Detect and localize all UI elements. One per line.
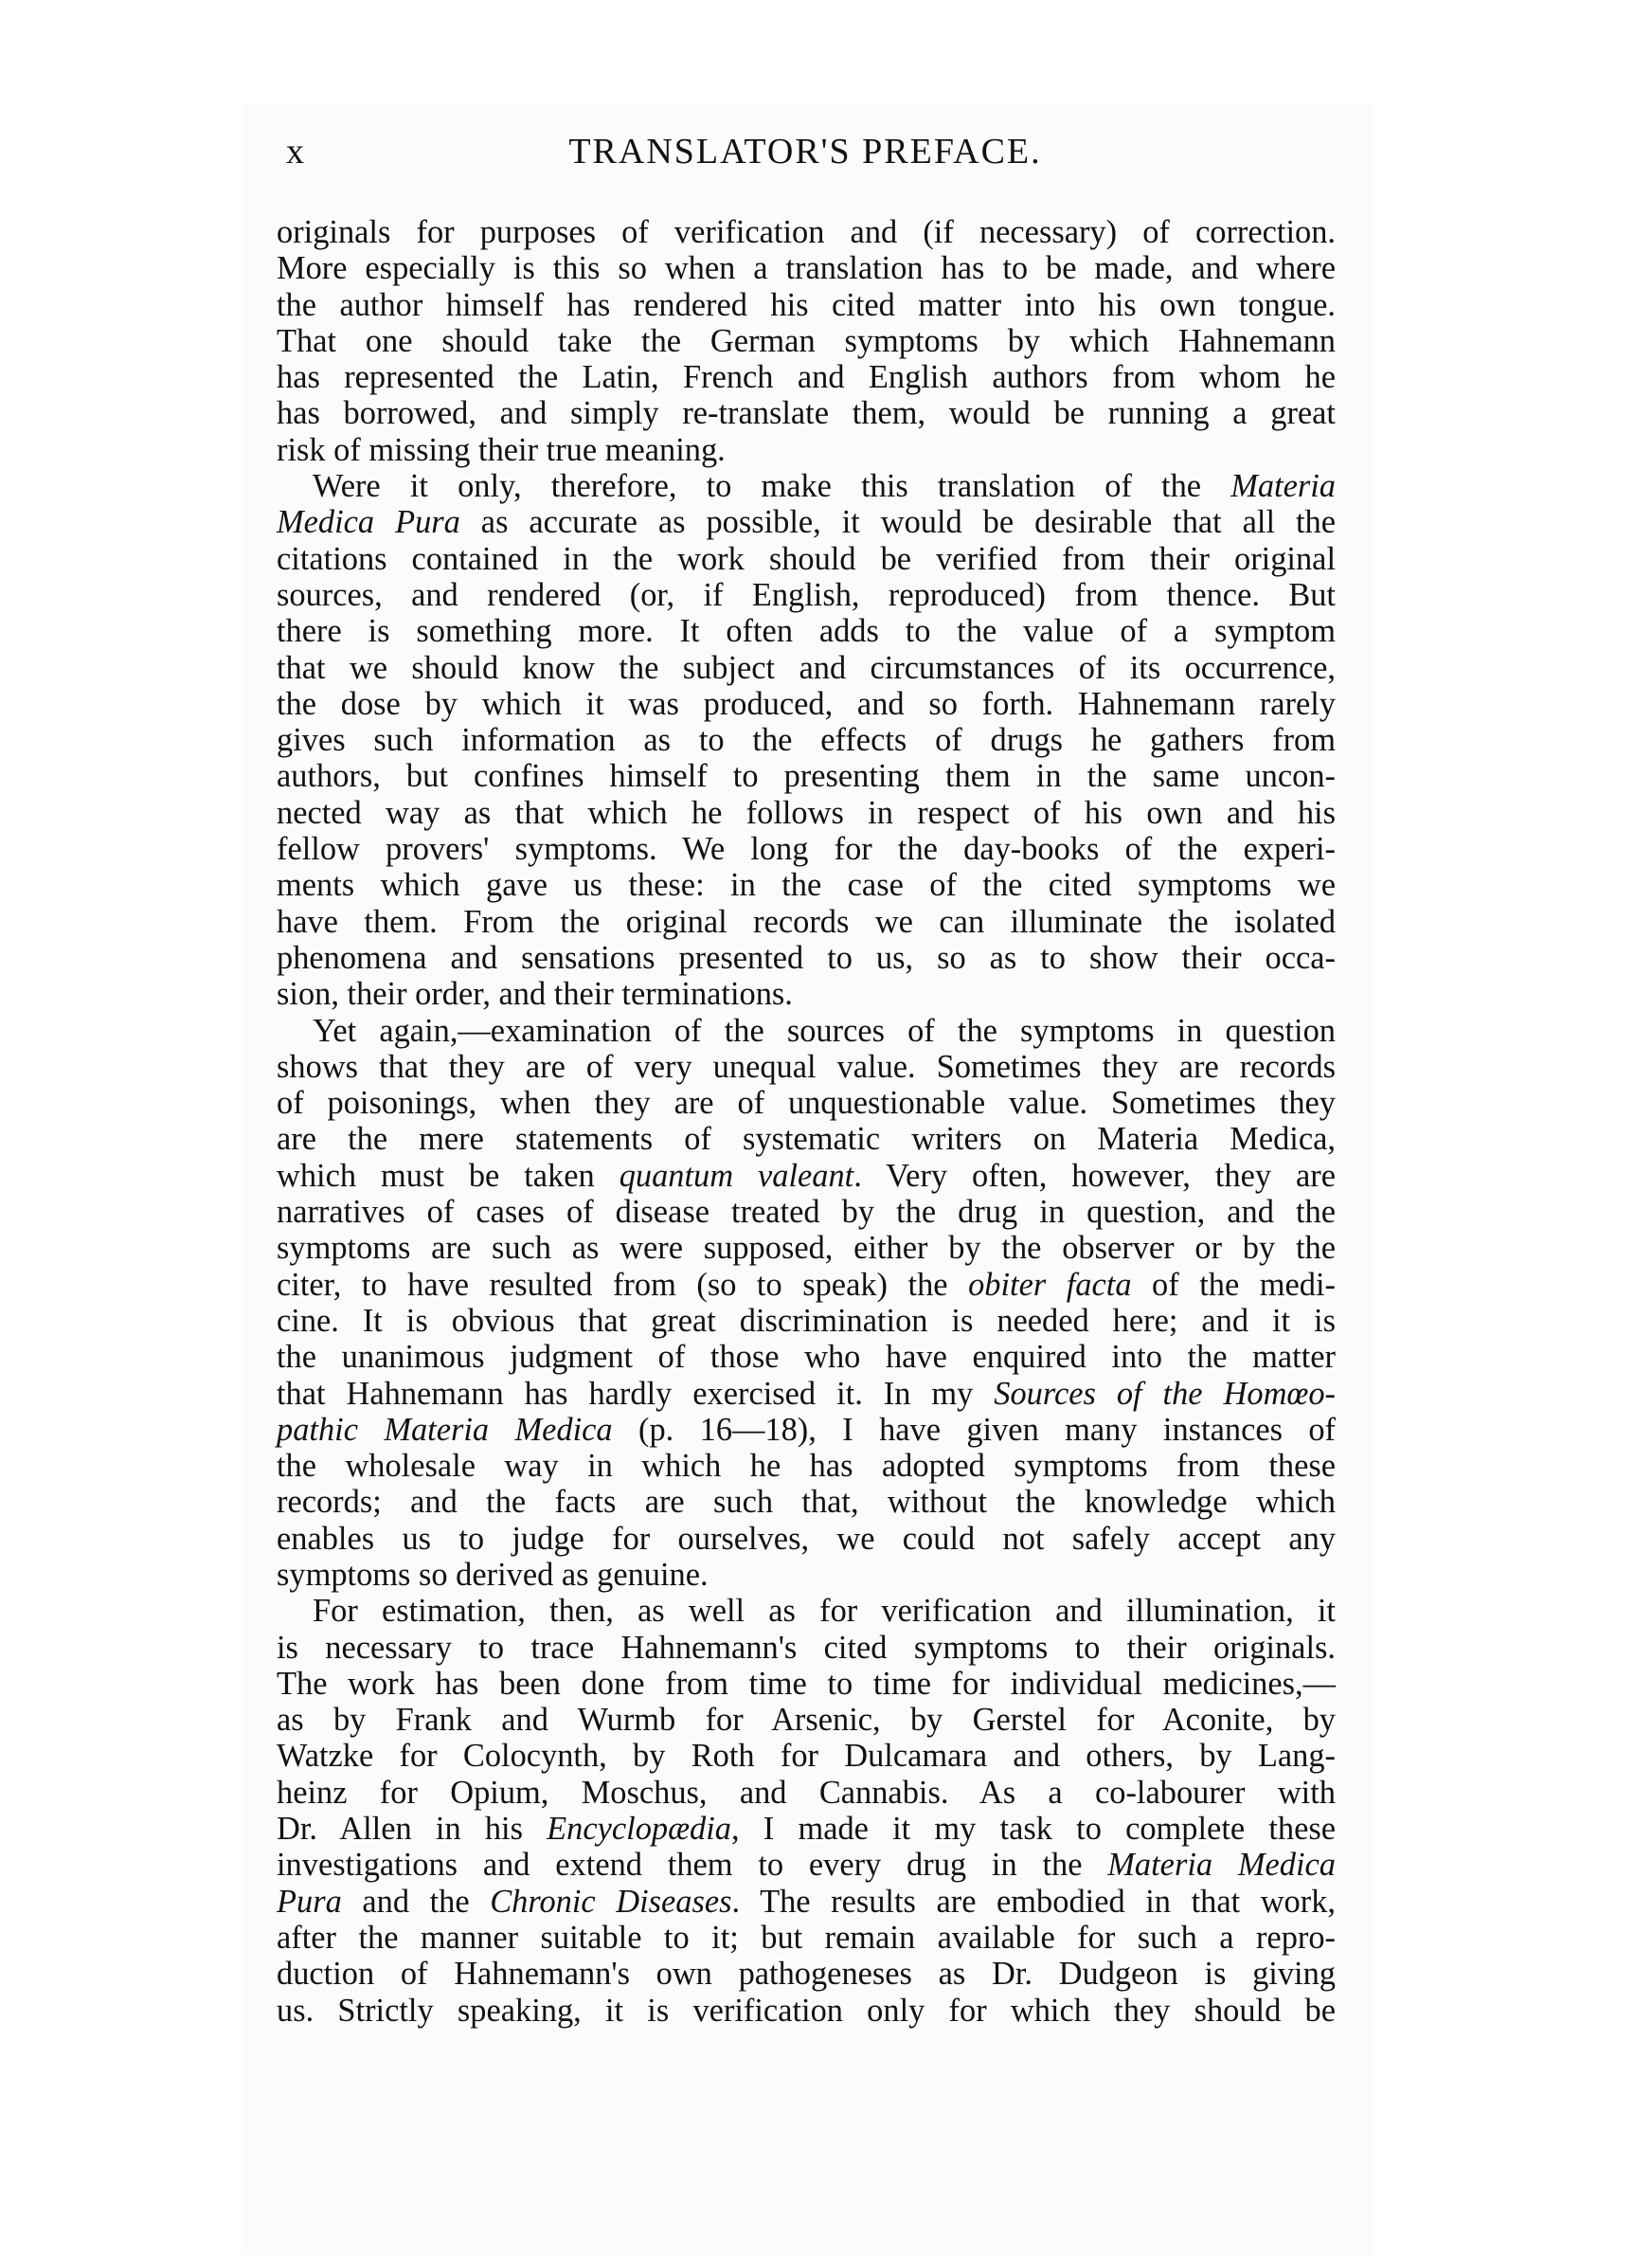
text-line: the dose by which it was produced, and so forth. Hahnemann rarely (277, 685, 1336, 722)
text-line: is necessary to trace Hahnemann's cited symptoms to their originals. (277, 1629, 1336, 1666)
text-line: Medica Pura as accurate as possible, it would be desirable that all the (277, 504, 1336, 541)
text-line: citations contained in the work should be verified from their original (277, 540, 1336, 577)
text-line: sources, and rendered (or, if English, reproduced) from thence. But (277, 576, 1336, 613)
text-line: records; and the facts are such that, without the knowledge which (277, 1484, 1336, 1521)
text-line: sion, their order, and their terminations. (277, 976, 793, 1013)
text-line: For estimation, then, as well as for verification and illumination, it (313, 1593, 1336, 1630)
text-line: fellow provers' symptoms. We long for the day-books of the experi- (277, 831, 1336, 868)
italic-title: pathic Materia Medica (277, 1411, 613, 1448)
text-line: us. Strictly speaking, it is verification only for which they should be (277, 1992, 1336, 2029)
page-number: x (286, 132, 305, 172)
text-line: risk of missing their true meaning. (277, 431, 726, 468)
text-line: are the mere statements of systematic writers on Materia Medica, (277, 1121, 1336, 1158)
italic-title: Pura (277, 1883, 342, 1920)
text-line: The work has been done from time to time for individual medicines,— (277, 1665, 1336, 1702)
italic-phrase: quantum valeant (619, 1157, 854, 1194)
text-line: have them. From the original records we can illuminate the isolated (277, 903, 1336, 940)
text-line: that Hahnemann has hardly exercised it. In my Sources of the Homœo- (277, 1375, 1336, 1412)
text-line: which must be taken quantum valeant. Very often, however, they are (277, 1157, 1336, 1194)
text-line: nected way as that which he follows in respect of his own and his (277, 794, 1336, 831)
text-line: Pura and the Chronic Diseases. The results are embodied in that work, (277, 1883, 1336, 1920)
text-line: phenomena and sensations presented to us, so as to show their occa- (277, 939, 1336, 976)
text-line: More especially is this so when a translation has to be made, and where (277, 250, 1336, 287)
page-header (275, 131, 1336, 178)
text-line: symptoms so derived as genuine. (277, 1556, 709, 1593)
text-line: that we should know the subject and circumstances of its occurrence, (277, 649, 1336, 686)
text-line: narratives of cases of disease treated by the drug in question, and the (277, 1194, 1336, 1231)
body-text (277, 214, 1336, 2029)
text-line: authors, but confines himself to presenting them in the same uncon- (277, 758, 1336, 795)
italic-phrase: obiter facta (968, 1266, 1132, 1303)
text-line: the author himself has rendered his cited matter into his own tongue. (277, 286, 1336, 323)
text-line: heinz for Opium, Moschus, and Cannabis. As a co-labourer with (277, 1774, 1336, 1811)
text-line: the unanimous judgment of those who have enquired into the matter (277, 1339, 1336, 1376)
text-line: That one should take the German symptoms by which Hahnemann (277, 322, 1336, 359)
text-line: Watzke for Colocynth, by Roth for Dulcamara and others, by Lang- (277, 1738, 1336, 1775)
text-line: of poisonings, when they are of unquestionable value. Sometimes they (277, 1085, 1336, 1122)
text-line: originals for purposes of verification and (if necessary) of correction. (277, 214, 1336, 250)
text-line: after the manner suitable to it; but remain available for such a repro- (277, 1919, 1336, 1956)
italic-title: Materia (1230, 468, 1336, 505)
text-line: gives such information as to the effects of drugs he gathers from (277, 722, 1336, 759)
italic-title: Medica Pura (277, 504, 460, 541)
text-line: Dr. Allen in his Encyclopædia, I made it my task to complete these (277, 1811, 1336, 1848)
text-line: has represented the Latin, French and English authors from whom he (277, 359, 1336, 396)
italic-title: Encyclopædia (547, 1811, 731, 1848)
text-line: has borrowed, and simply re-translate them, would be running a great (277, 395, 1336, 432)
text-line: ments which gave us these: in the case of the cited symptoms we (277, 867, 1336, 904)
text-line: as by Frank and Wurmb for Arsenic, by Gerstel for Aconite, by (277, 1702, 1336, 1739)
text-line: Were it only, therefore, to make this translation of the Materia (313, 468, 1336, 505)
text-line: shows that they are of very unequal value. Sometimes they are records (277, 1048, 1336, 1085)
text-line: cine. It is obvious that great discrimination is needed here; and it is (277, 1302, 1336, 1339)
italic-title: Sources of the Homœo- (994, 1375, 1336, 1412)
running-head: TRANSLATOR'S PREFACE. (568, 132, 1042, 172)
text-line: duction of Hahnemann's own pathogeneses as Dr. Dudgeon is giving (277, 1956, 1336, 1993)
text-line: the wholesale way in which he has adopted symptoms from these (277, 1448, 1336, 1485)
text-line: citer, to have resulted from (so to speak) the obiter facta of the medi- (277, 1266, 1336, 1303)
text-line: Yet again,—examination of the sources of the symptoms in question (313, 1012, 1336, 1049)
text-line: there is something more. It often adds to the value of a symptom (277, 613, 1336, 650)
italic-title: Materia Medica (1107, 1847, 1336, 1884)
text-line: symptoms are such as were supposed, either by the observer or by the (277, 1230, 1336, 1267)
text-line: enables us to judge for ourselves, we could not safely accept any (277, 1520, 1336, 1557)
text-line: investigations and extend them to every drug in the Materia Medica (277, 1847, 1336, 1884)
text-line: pathic Materia Medica (p. 16—18), I have given many instances of (277, 1411, 1337, 1448)
italic-title: Chronic Diseases (490, 1883, 732, 1920)
